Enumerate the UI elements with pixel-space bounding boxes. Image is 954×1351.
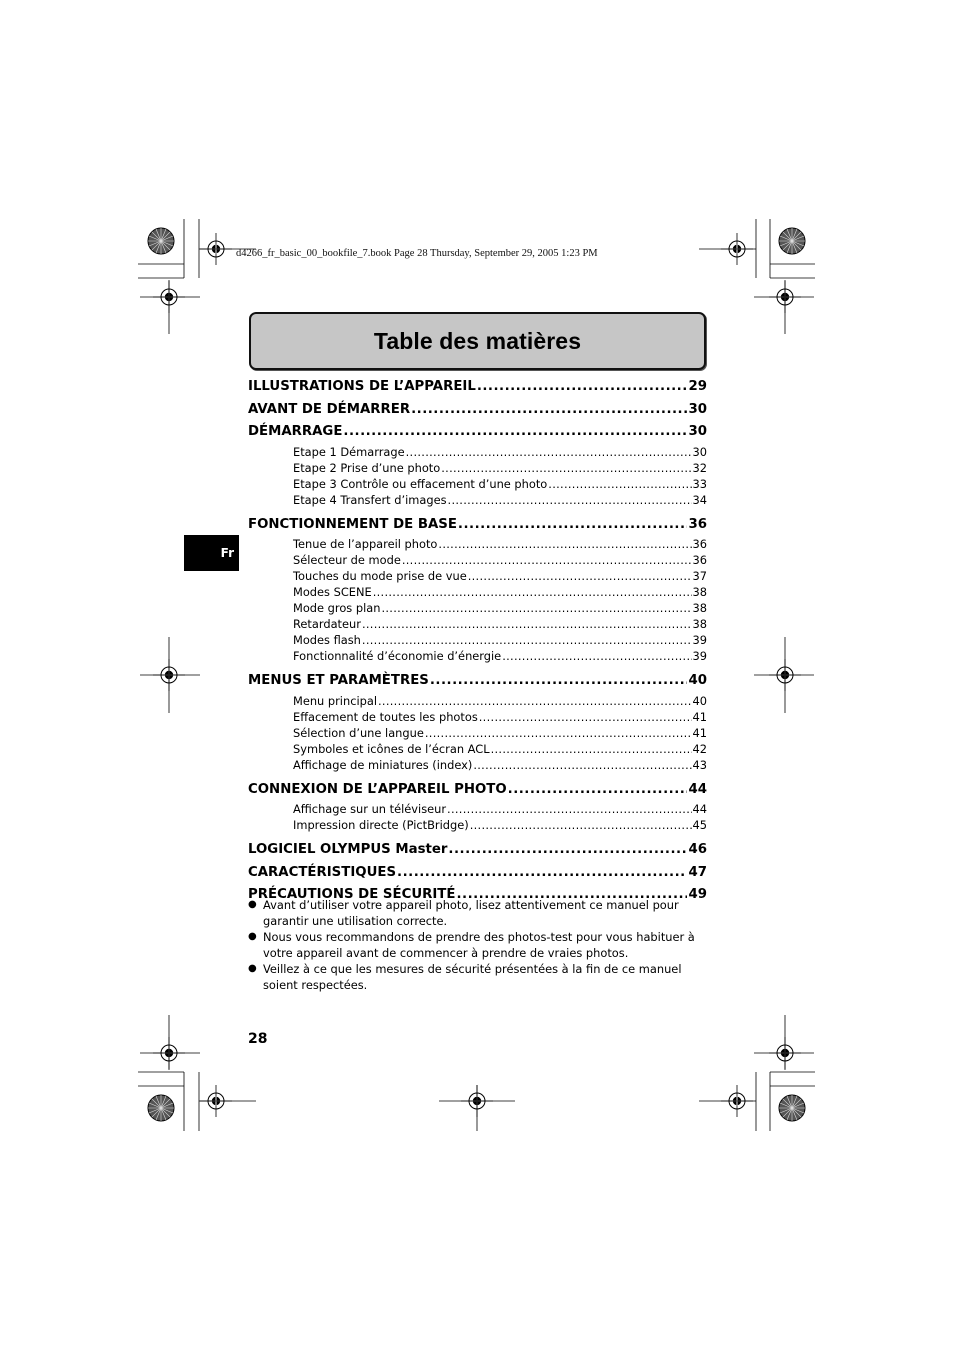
file-info-header: d4266_fr_basic_00_bookfile_7.book Page 28 Thursday, September 29, 2005 1:23 PM — [236, 248, 598, 259]
toc-section-page: 44 — [688, 781, 707, 797]
toc-section-page: 46 — [688, 842, 707, 857]
toc-subsection-page: 41 — [692, 725, 707, 740]
toc-section[interactable] — [248, 862, 707, 885]
toc-subsection[interactable] — [248, 741, 707, 757]
dot-leader — [508, 779, 688, 802]
toc-subsection-label: Retardateur — [293, 617, 361, 631]
toc-subsection[interactable] — [248, 709, 707, 725]
toc-subsection[interactable] — [248, 600, 707, 616]
page-number: 28 — [248, 1031, 268, 1047]
toc-subsection-label: Effacement de toutes les photos — [293, 709, 478, 724]
toc-section-page: 30 — [688, 401, 707, 417]
dot-leader — [441, 460, 691, 476]
toc-subsection-label: Affichage sur un téléviseur — [293, 802, 447, 816]
toc-subsection-label: Tenue de l’appareil photo — [293, 537, 438, 551]
toc-section-page: 40 — [688, 673, 707, 688]
toc-subsection-page: 44 — [692, 802, 707, 816]
toc-subsection[interactable] — [248, 492, 707, 508]
note-item: ● Avant d’utiliser votre appareil photo, lisez attentivement ce manuel pour garantir une utilisation correcte. — [248, 897, 708, 929]
dot-leader — [343, 421, 687, 444]
toc-subsection-label: Sélecteur de mode — [293, 553, 401, 567]
toc-subsection[interactable] — [248, 632, 707, 648]
toc-subsection-label: Touches du mode prise de vue — [293, 569, 467, 583]
toc-subsection[interactable] — [248, 817, 707, 833]
toc-subsection-page: 38 — [692, 585, 707, 599]
dot-leader — [548, 476, 691, 492]
toc-subsection[interactable] — [248, 568, 707, 584]
toc-subsection-page: 43 — [692, 757, 707, 772]
toc-subsection-label: Modes SCENE — [293, 585, 372, 599]
toc-section-page: 36 — [688, 516, 707, 532]
toc-subsection[interactable] — [248, 536, 707, 552]
toc-subsection-label: Fonctionnalité d’économie d’énergie — [293, 649, 502, 663]
toc-subsection-label: Affichage de miniatures (index) — [293, 757, 473, 772]
dot-leader — [448, 492, 692, 508]
toc-subsection-page: 38 — [692, 617, 707, 631]
toc-subsection-page: 41 — [692, 709, 707, 724]
toc-section-page: 49 — [688, 887, 707, 902]
toc-subsection[interactable] — [248, 648, 707, 664]
toc-section-page: 30 — [688, 424, 707, 439]
toc-subsection-label: Etape 3 Contrôle ou effacement d’une photo — [293, 476, 548, 491]
dot-leader — [447, 801, 691, 817]
toc-subsection-page: 38 — [692, 601, 707, 615]
toc-subsection-label: Menu principal — [293, 693, 377, 708]
dot-leader — [470, 817, 692, 833]
toc-section-label: LOGICIEL OLYMPUS Master — [248, 842, 448, 857]
language-tab: Fr — [184, 535, 239, 571]
toc-subsection-page: 39 — [692, 633, 707, 647]
toc-subsection-page: 32 — [692, 460, 707, 475]
toc-subsection-label: Modes flash — [293, 633, 361, 647]
table-of-contents — [248, 376, 707, 907]
toc-section-label: PRÉCAUTIONS DE SÉCURITÉ — [248, 887, 456, 902]
dot-leader — [473, 757, 691, 773]
toc-subsection-page: 30 — [692, 444, 707, 459]
toc-section[interactable] — [248, 839, 707, 862]
toc-subsection-label: Sélection d’une langue — [293, 725, 424, 740]
toc-subsection-page: 33 — [692, 476, 707, 491]
toc-section[interactable] — [248, 421, 707, 444]
toc-subsection-label: Etape 1 Démarrage — [293, 444, 405, 459]
toc-subsection-page: 36 — [692, 553, 707, 567]
dot-leader — [479, 709, 692, 725]
dot-leader — [448, 839, 687, 862]
dot-leader — [458, 514, 688, 537]
dot-leader — [373, 584, 692, 600]
toc-section[interactable] — [248, 399, 707, 422]
note-item: ● Nous vous recommandons de prendre des photos-test pour vous habituer à votre appareil avant de commencer à prendre de vraies photos. — [248, 929, 708, 961]
dot-leader — [411, 399, 687, 422]
toc-subsection[interactable] — [248, 584, 707, 600]
dot-leader — [362, 632, 692, 648]
toc-subsection-page: 45 — [692, 818, 707, 832]
toc-subsection-page: 40 — [692, 693, 707, 708]
dot-leader — [425, 725, 692, 741]
toc-subsection[interactable] — [248, 693, 707, 709]
toc-subsection[interactable] — [248, 801, 707, 817]
toc-section-page: 47 — [688, 864, 707, 880]
toc-section-label: DÉMARRAGE — [248, 424, 343, 439]
page-title: Table des matières — [373, 327, 582, 354]
toc-subsection[interactable] — [248, 444, 707, 460]
toc-subsection[interactable] — [248, 757, 707, 773]
toc-subsection-group — [248, 536, 707, 664]
toc-subsection-page: 34 — [692, 492, 707, 507]
toc-section-label: MENUS ET PARAMÈTRES — [248, 673, 429, 688]
dot-leader — [502, 648, 691, 664]
toc-subsection-page: 36 — [692, 537, 707, 551]
toc-section[interactable] — [248, 514, 707, 537]
toc-subsection-label: Impression directe (PictBridge) — [293, 818, 469, 832]
toc-subsection-group — [248, 693, 707, 773]
dot-leader — [397, 862, 687, 885]
dot-leader — [430, 670, 688, 693]
dot-leader — [378, 693, 692, 709]
title-banner — [249, 312, 706, 370]
dot-leader — [381, 600, 691, 616]
toc-subsection-page: 42 — [692, 741, 707, 756]
toc-subsection-page: 37 — [692, 569, 707, 583]
toc-subsection[interactable] — [248, 552, 707, 568]
toc-subsection-label: Etape 2 Prise d’une photo — [293, 460, 441, 475]
note-item: ● Veillez à ce que les mesures de sécurité présentées à la fin de ce manuel soient respectées. — [248, 961, 708, 993]
dot-leader — [362, 616, 692, 632]
dot-leader — [406, 444, 692, 460]
toc-subsection[interactable] — [248, 476, 707, 492]
toc-subsection-label: Etape 4 Transfert d’images — [293, 492, 447, 507]
toc-section-label: CONNEXION DE L’APPAREIL PHOTO — [248, 781, 507, 797]
toc-subsection[interactable] — [248, 725, 707, 741]
notes-list — [248, 897, 708, 993]
dot-leader — [402, 552, 692, 568]
toc-section[interactable] — [248, 779, 707, 802]
toc-subsection-label: Symboles et icônes de l’écran ACL — [293, 741, 490, 756]
toc-subsection-group — [248, 801, 707, 833]
toc-section-label: CARACTÉRISTIQUES — [248, 864, 397, 880]
toc-section[interactable] — [248, 376, 707, 399]
dot-leader — [477, 376, 688, 399]
dot-leader — [438, 536, 691, 552]
toc-section-label: ILLUSTRATIONS DE L’APPAREIL — [248, 379, 476, 394]
toc-subsection-page: 39 — [692, 649, 707, 663]
toc-section[interactable] — [248, 670, 707, 693]
toc-section-page: 29 — [688, 379, 707, 394]
dot-leader — [468, 568, 692, 584]
toc-subsection[interactable] — [248, 460, 707, 476]
dot-leader — [491, 741, 692, 757]
toc-section-label: AVANT DE DÉMARRER — [248, 401, 411, 417]
toc-section-label: FONCTIONNEMENT DE BASE — [248, 516, 457, 532]
toc-subsection-label: Mode gros plan — [293, 601, 381, 615]
toc-subsection-group — [248, 444, 707, 508]
toc-subsection[interactable] — [248, 616, 707, 632]
